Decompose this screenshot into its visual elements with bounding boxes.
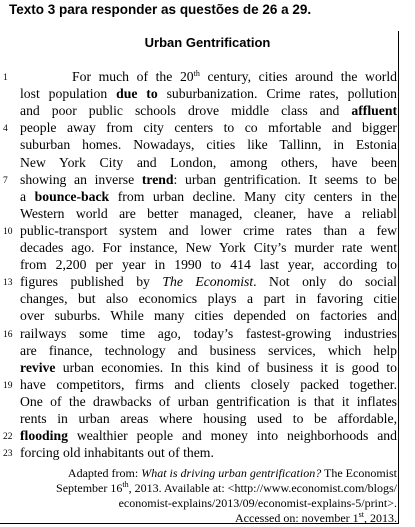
line-number: 1 [3, 73, 8, 83]
citation-line: economist-explains/2013/09/economist-explains-5/print>. [118, 496, 397, 510]
text-line: railways some time ago, today’s fastest-growing industries [20, 325, 397, 341]
article-title: Urban Gentrification [144, 35, 271, 50]
line-number: 22 [3, 432, 13, 443]
text-line: figures published by The Economist. Not only do social [20, 274, 397, 290]
text-line: public-transport system and lower crime rates than a few [20, 222, 397, 238]
line-number: 16 [3, 329, 13, 340]
citation-line: Adapted from: What is driving urban gentrification? The Economist [67, 466, 397, 480]
text-line: a bounce-back from urban decline. Many city centers in the [20, 188, 397, 204]
exam-heading: Texto 3 para responder as questões de 26 a 29. [9, 2, 312, 17]
line-number: 7 [3, 175, 8, 186]
text-line: from 2,200 per year in 1990 to 414 last year, according to [20, 257, 397, 273]
text-line: forcing old inhabitants out of them. [20, 445, 214, 461]
citation-line: September 16th, 2013. Available at: <http://www.economist.com/blogs/ [56, 480, 397, 495]
citation-line: Accessed on: november 1st, 2013. [235, 510, 397, 525]
text-line: For much of the 20th century, cities around the world [72, 69, 397, 84]
text-line: decades ago. For instance, New York City’s murder rate went [20, 240, 397, 255]
text-line: New York City and London, among others, have been [20, 154, 397, 170]
text-line: flooding wealthier people and money into neighborhoods and [20, 428, 397, 444]
text-line: have competitors, firms and clients closely packed together. [20, 376, 397, 392]
line-number: 4 [3, 124, 8, 135]
text-line: Western world are better managed, cleaner, have a reliabl [20, 205, 397, 221]
line-number: 10 [3, 226, 13, 237]
line-number: 19 [3, 380, 13, 391]
text-line: showing an inverse trend: urban gentrification. It seems to be [20, 171, 397, 187]
text-line: are finance, technology and business services, which help [20, 342, 397, 358]
text-line: rents in urban areas where housing used to be affordable, [20, 411, 397, 426]
text-line: One of the drawbacks of urban gentrification is that it inflates [20, 393, 397, 409]
text-line: revive urban economies. In this kind of business it is good to [20, 359, 397, 375]
line-number: 13 [3, 278, 13, 289]
text-line: lost population due to suburbanization. Crime rates, pollution [20, 86, 398, 102]
text-line: and poor public schools drove middle class and affluent [20, 103, 397, 119]
text-line: over suburbs. While many cities depended on factories and [20, 308, 397, 324]
text-line: suburban homes. Nowadays, cities like Tallinn, in Estonia [20, 137, 397, 153]
line-number: 23 [3, 449, 13, 460]
text-line: people away from city centers to co mfortable and bigger [20, 120, 397, 136]
text-line: changes, but also economics plays a part in favoring citie [20, 291, 397, 307]
